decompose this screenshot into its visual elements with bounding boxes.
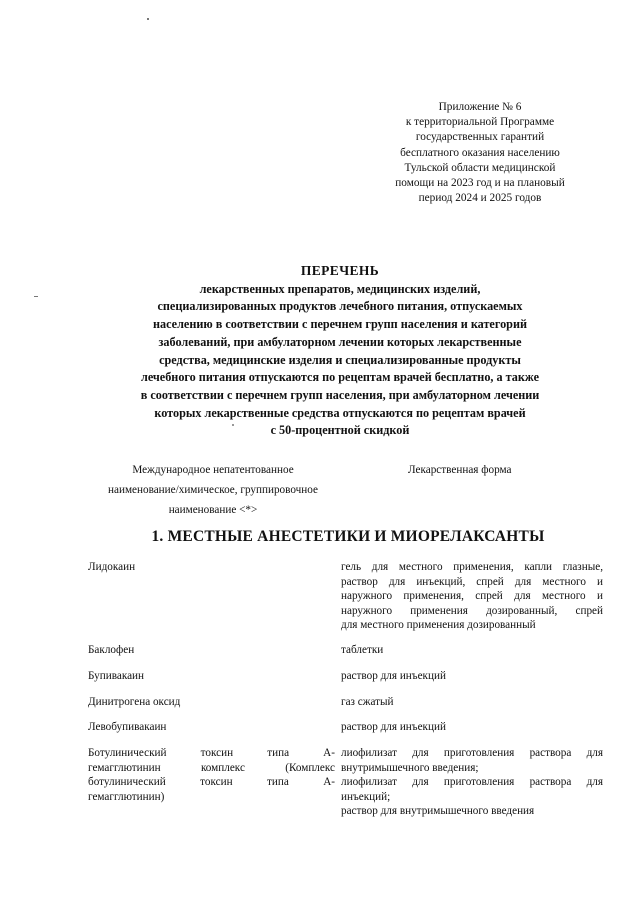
drug-form bbox=[341, 746, 603, 819]
drug-name: Левобупивакаин bbox=[88, 721, 167, 733]
drug-name-line bbox=[88, 790, 338, 805]
drug-form-line: инъекций; bbox=[341, 790, 391, 803]
title-heading: ПЕРЕЧЕНЬ bbox=[300, 263, 380, 278]
drug-form-line: для местного применения дозированный bbox=[341, 619, 536, 632]
drug-name: Динитрогена оксид bbox=[88, 696, 181, 708]
drug-form-line: наружного применения, спрей для местного и bbox=[341, 590, 603, 603]
drug-form-line: газ сжатый bbox=[341, 696, 394, 708]
drug-name-line bbox=[88, 761, 335, 776]
appendix-line: Тульской области медицинской bbox=[404, 161, 556, 174]
appendix-note bbox=[380, 100, 580, 206]
drug-form bbox=[341, 669, 603, 684]
drug-row bbox=[88, 720, 603, 736]
appendix-line: государственных гарантий bbox=[415, 131, 545, 144]
drug-name-word: типа bbox=[267, 747, 290, 759]
title-line: средства, медицинские изделия и специализированные продукты bbox=[159, 352, 521, 367]
title-line: лечебного питания отпускаются по рецептам врачей бесплатно, а также bbox=[140, 370, 539, 385]
column-header-line: Международное непатентованное bbox=[132, 464, 294, 476]
section-title: 1. МЕСТНЫЕ АНЕСТЕТИКИ И МИОРЕЛАКСАНТЫ bbox=[151, 528, 545, 545]
scan-speck bbox=[147, 18, 149, 20]
drug-name-word: гемагглютинин) bbox=[88, 790, 165, 803]
drug-name bbox=[88, 746, 338, 804]
drug-row bbox=[88, 669, 603, 685]
title-line: с 50-процентной скидкой bbox=[270, 423, 410, 438]
document-title bbox=[70, 262, 610, 440]
appendix-line: к территориальной Программе bbox=[405, 116, 555, 129]
drug-form-line: раствор для инъекций bbox=[341, 721, 446, 733]
appendix-line: период 2024 и 2025 годов bbox=[418, 192, 542, 205]
drug-form-line: наружного применения дозированный, спрей bbox=[341, 604, 603, 617]
title-line: заболеваний, при амбулаторном лечении которых лекарственные bbox=[158, 334, 522, 349]
drug-row bbox=[88, 560, 603, 635]
column-header-line: наименование <*> bbox=[168, 504, 258, 516]
column-header-line: наименование/химическое, группировочное bbox=[108, 484, 318, 496]
drug-name-word: (Комплекс bbox=[285, 761, 335, 774]
title-line: населению в соответствии с перечнем групп населения и категорий bbox=[153, 317, 527, 332]
drug-form bbox=[341, 720, 603, 735]
column-header-form: Лекарственная форма bbox=[408, 464, 512, 476]
drug-name-word: типа bbox=[266, 776, 289, 789]
drug-form-line: раствор для инъекций bbox=[341, 670, 446, 682]
drug-form-line: таблетки bbox=[341, 644, 384, 656]
drug-name: Баклофен bbox=[88, 644, 135, 656]
drug-name-line bbox=[88, 746, 335, 761]
drug-form-line: внутримышечного введения; bbox=[341, 761, 479, 774]
drug-form-line: гель для местного применения, капли глазные, bbox=[341, 561, 603, 573]
title-line: которых лекарственные средства отпускаются по рецептам врачей bbox=[154, 405, 526, 420]
drug-name-word: Ботулинический bbox=[88, 747, 167, 759]
drug-form-line: лиофилизат для приготовления раствора для bbox=[341, 776, 603, 789]
drug-form bbox=[341, 560, 603, 633]
drug-name-word: А- bbox=[323, 747, 335, 759]
appendix-line: бесплатного оказания населению bbox=[400, 146, 560, 159]
drug-name-word: токсин bbox=[200, 747, 234, 759]
drug-row bbox=[88, 643, 603, 659]
drug-form-line: раствор для инъекций, спрей для местного и bbox=[341, 575, 603, 588]
drug-form-line: лиофилизат для приготовления раствора для bbox=[341, 747, 603, 759]
scan-speck bbox=[34, 296, 38, 297]
appendix-line: помощи на 2023 год и на плановый bbox=[395, 177, 565, 190]
title-line: в соответствии с перечнем групп населения, при амбулаторном лечении bbox=[140, 387, 540, 402]
drug-row bbox=[88, 746, 603, 821]
drug-name-word: токсин bbox=[200, 776, 233, 789]
drug-name: Бупивакаин bbox=[88, 670, 145, 682]
column-header-name bbox=[88, 460, 338, 520]
drug-form-line: раствор для внутримышечного введения bbox=[341, 805, 535, 818]
drug-name-word: ботулинический bbox=[88, 776, 166, 789]
drug-name-line bbox=[88, 775, 335, 790]
drug-name: Лидокаин bbox=[88, 561, 136, 573]
drug-form bbox=[341, 643, 603, 658]
drug-name-word: комплекс bbox=[200, 761, 245, 774]
drug-form bbox=[341, 695, 603, 710]
appendix-line: Приложение № 6 bbox=[438, 101, 522, 113]
drug-row bbox=[88, 695, 603, 711]
drug-name-word: А- bbox=[323, 776, 335, 789]
title-line: лекарственных препаратов, медицинских изделий, bbox=[199, 281, 481, 296]
drug-name-word: гемагглютинин bbox=[88, 761, 161, 774]
title-line: специализированных продуктов лечебного питания, отпускаемых bbox=[157, 299, 523, 314]
